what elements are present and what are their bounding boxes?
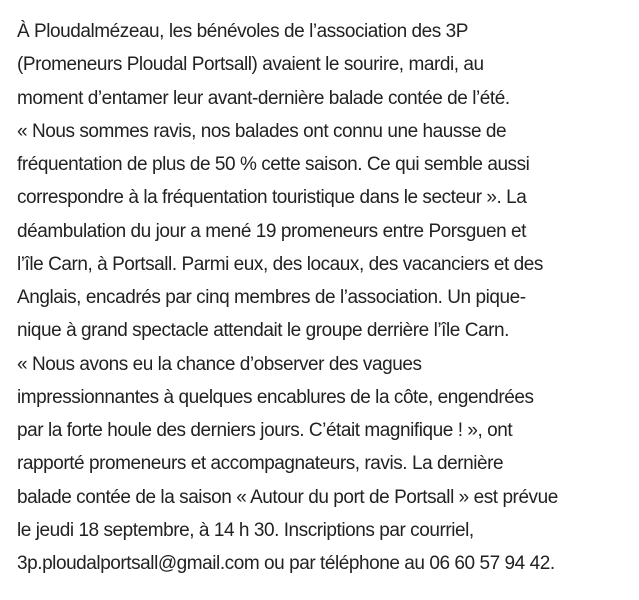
article-line: déambulation du jour a mené 19 promeneurs entre Porsguen et bbox=[17, 220, 526, 242]
article-line: « Nous avons eu la chance d’observer des vagues bbox=[17, 353, 422, 375]
article-line: À Ploudalmézeau, les bénévoles de l’association des 3P bbox=[17, 21, 468, 42]
article-line: « Nous sommes ravis, nos balades ont connu une hausse de bbox=[17, 120, 507, 142]
article-line-contact: 3p.ploudalportsall@gmail.com ou par téléphone au 06 60 57 94 42. bbox=[17, 553, 555, 574]
article-line: le jeudi 18 septembre, à 14 h 30. Inscriptions par courriel, bbox=[17, 519, 474, 541]
article-line: balade contée de la saison « Autour du port de Portsall » est prévue bbox=[17, 486, 558, 508]
article-line: l’île Carn, à Portsall. Parmi eux, des locaux, des vacanciers et des bbox=[17, 253, 543, 275]
article-line: impressionnantes à quelques encablures de la côte, engendrées bbox=[17, 386, 534, 408]
article-line: rapporté promeneurs et accompagnateurs, ravis. La dernière bbox=[17, 453, 504, 475]
article-line: (Promeneurs Ploudal Portsall) avaient le sourire, mardi, au bbox=[17, 54, 484, 76]
article-line: Anglais, encadrés par cinq membres de l’association. Un pique- bbox=[17, 287, 526, 308]
article-text bbox=[17, 15, 558, 580]
article-line: nique à grand spectacle attendait le groupe derrière l’île Carn. bbox=[17, 320, 509, 342]
article-line: par la forte houle des derniers jours. C’était magnifique ! », ont bbox=[17, 420, 513, 441]
article-line: moment d’entamer leur avant-dernière balade contée de l’été. bbox=[17, 87, 510, 109]
article-line: fréquentation de plus de 50 % cette saison. Ce qui semble aussi bbox=[17, 154, 530, 175]
article-line: correspondre à la fréquentation touristique dans le secteur ». La bbox=[17, 187, 527, 209]
